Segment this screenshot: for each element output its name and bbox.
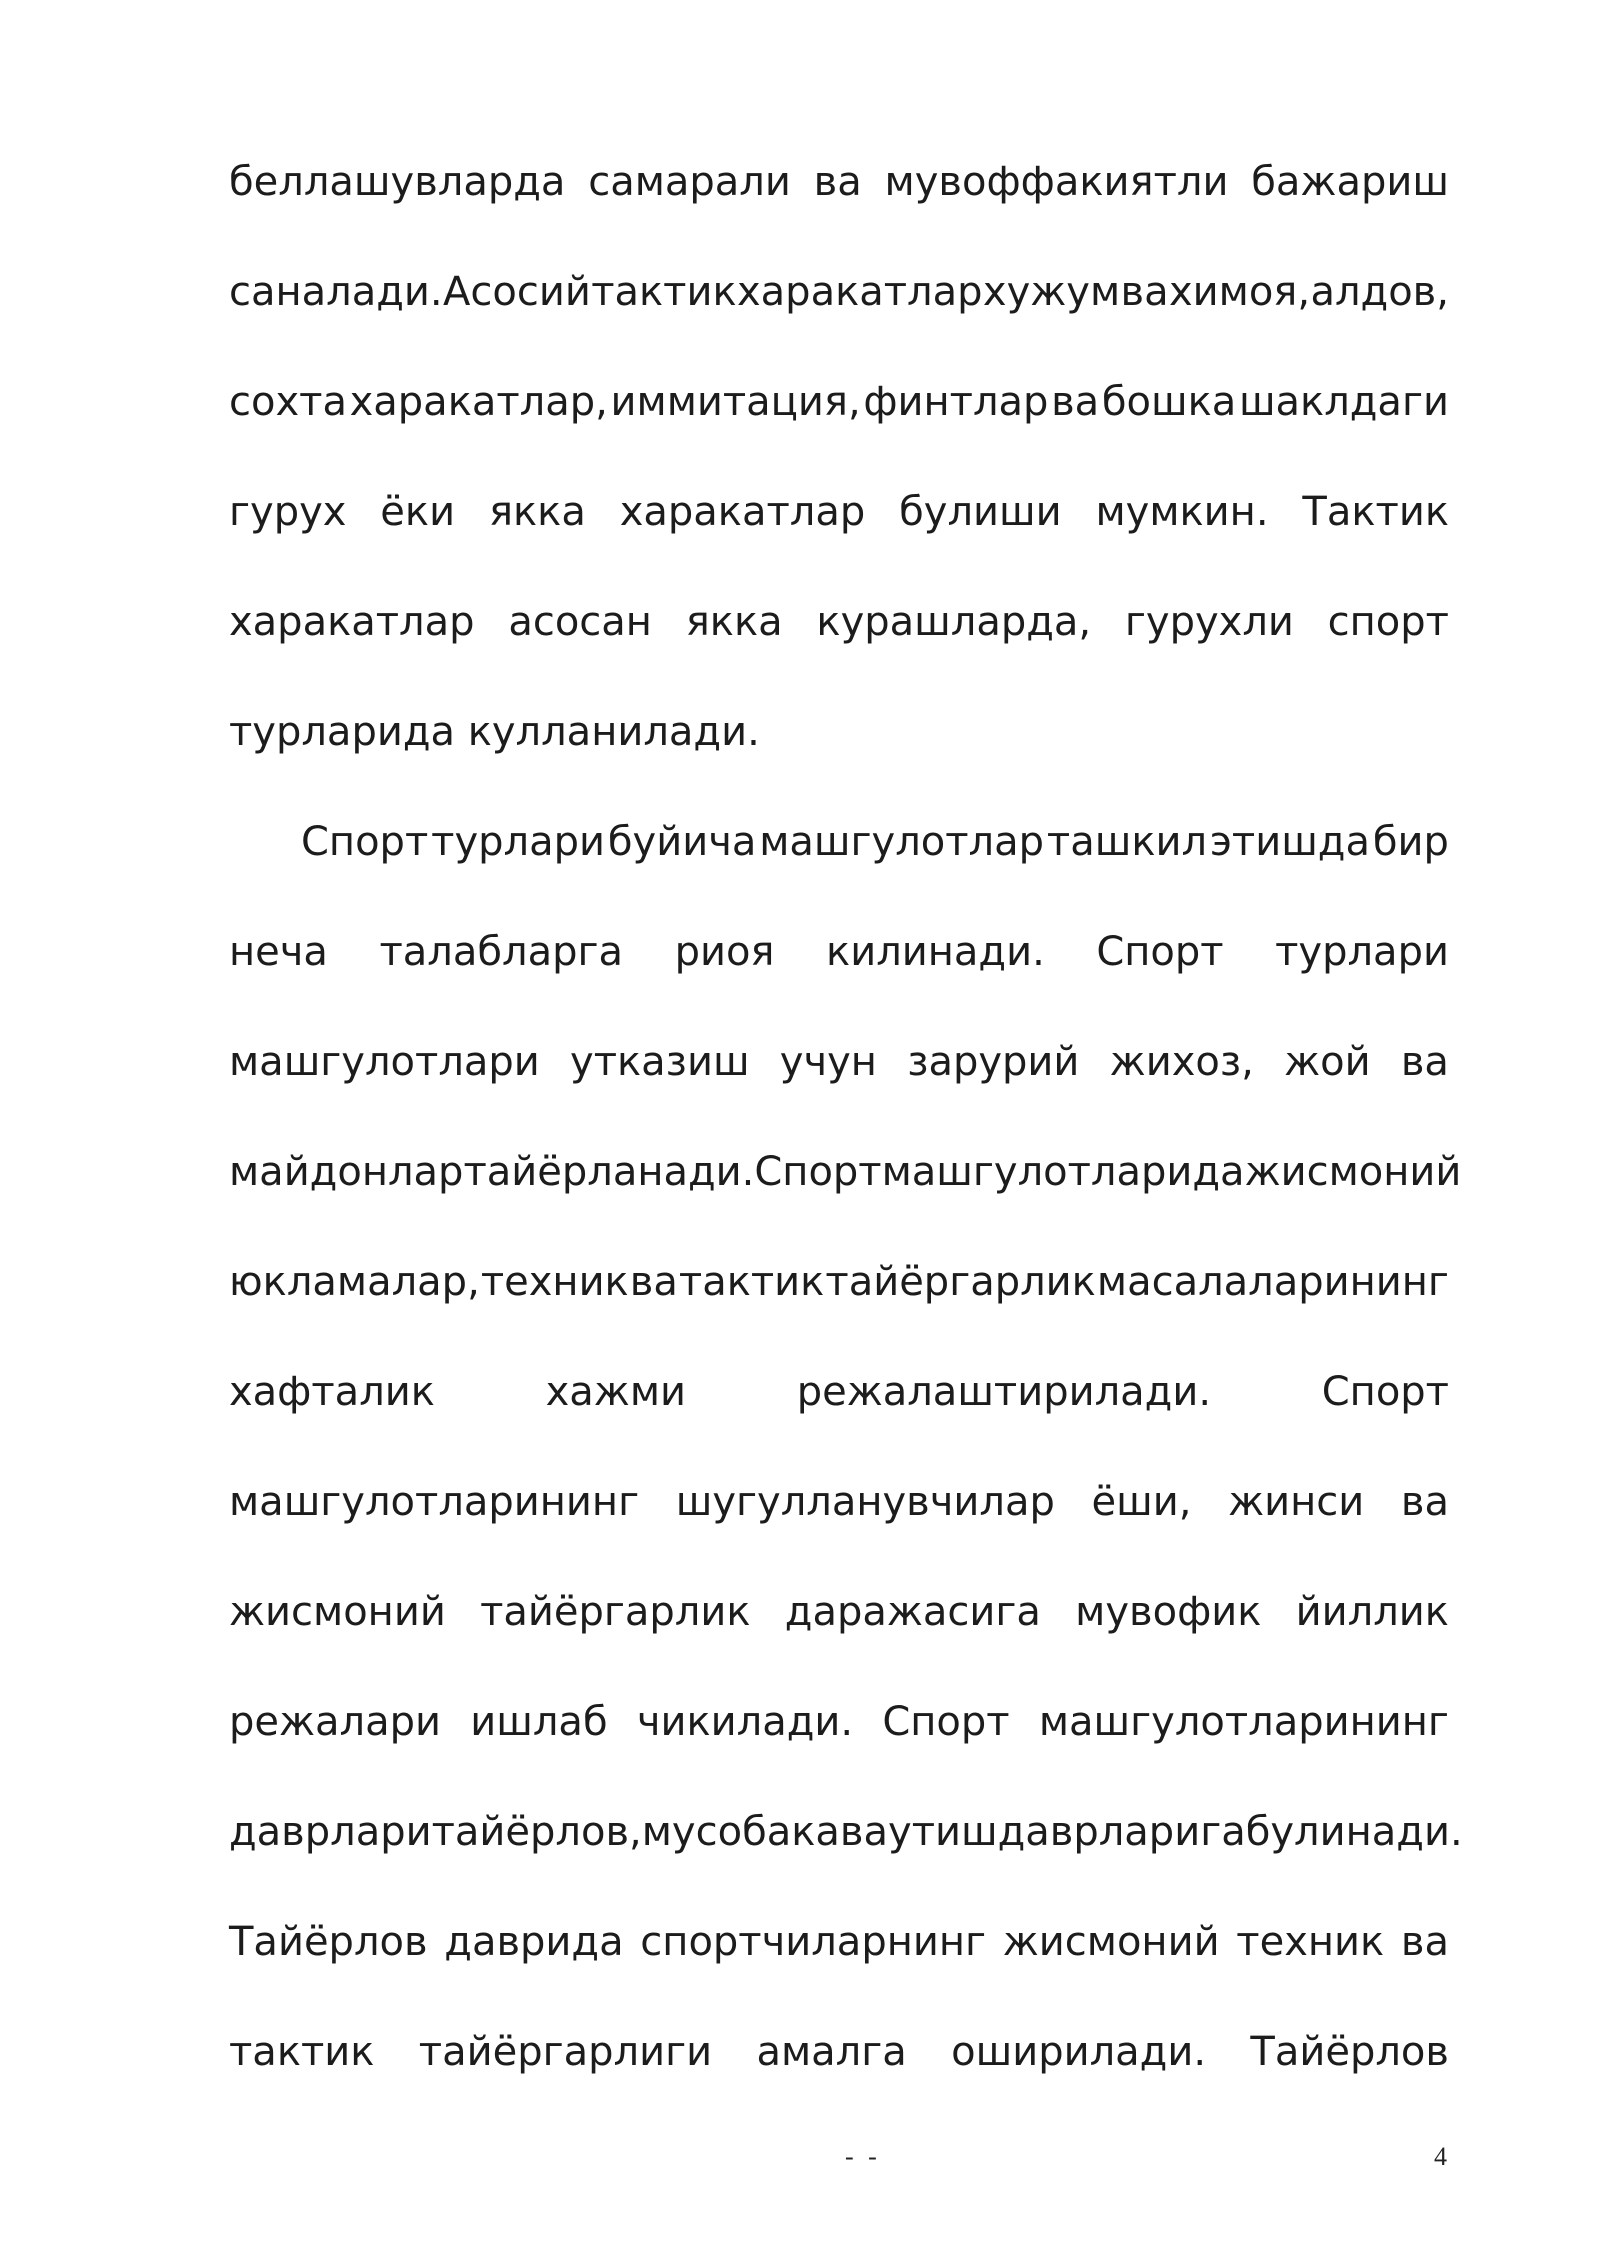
word: хужум [982, 269, 1121, 315]
word: амалга [756, 2029, 907, 2075]
word: бажариш [1251, 159, 1449, 205]
word: техник [480, 1259, 629, 1305]
word: тайёргарлик [825, 1259, 1096, 1305]
word: чикилади. [636, 1699, 854, 1745]
word: асосан [508, 599, 652, 645]
word: мувоффакиятли [884, 159, 1229, 205]
word: ёки [380, 489, 456, 535]
word: жихоз, [1109, 1039, 1254, 1085]
word: ва [1051, 379, 1100, 425]
word: хажми [545, 1369, 686, 1415]
word: ва [813, 159, 862, 205]
word: машгулотлари [229, 1039, 540, 1085]
text-line [229, 912, 1449, 1022]
word: ва [629, 1259, 678, 1305]
word: утиш [888, 1809, 998, 1855]
word: тактик [678, 1259, 825, 1305]
word: режалари [229, 1699, 442, 1745]
word: масалаларининг [1096, 1259, 1449, 1305]
word: риоя [674, 929, 775, 975]
text-line [229, 1462, 1449, 1572]
word: гурухли [1124, 599, 1294, 645]
word: машгулотлар [759, 819, 1045, 865]
text-line [229, 802, 1449, 912]
text-line [229, 362, 1449, 472]
word: машгулотларида [881, 1149, 1245, 1195]
word: машгулотларининг [1038, 1699, 1449, 1745]
word: Тактик [1302, 489, 1449, 535]
word: мусобака [641, 1809, 840, 1855]
word: турлари [1275, 929, 1449, 975]
word: даврларига [997, 1809, 1246, 1855]
word: хафталик [229, 1369, 435, 1415]
word: беллашувларда [229, 159, 566, 205]
text-line [229, 1682, 1449, 1792]
word: Асосий [443, 269, 591, 315]
word: Тайёрлов [229, 1919, 428, 1965]
word: спорт [1327, 599, 1449, 645]
word: Спорт [754, 1149, 882, 1195]
text-line [229, 1242, 1449, 1352]
word: сохта [229, 379, 347, 425]
word: неча [229, 929, 328, 975]
word: юкламалар, [229, 1259, 480, 1305]
text-line [229, 1352, 1449, 1462]
word: даражасига [784, 1589, 1041, 1635]
word: Тайёрлов [1250, 2029, 1449, 2075]
word: финтлар [863, 379, 1049, 425]
word: курашларда, [816, 599, 1092, 645]
word: режалаштирилади. [796, 1369, 1212, 1415]
word: тайёрлов, [431, 1809, 642, 1855]
word: тактик [591, 269, 737, 315]
text-line [229, 2012, 1449, 2122]
word: мумкин. [1095, 489, 1269, 535]
word: тайёргарлиги [418, 2029, 713, 2075]
word: турлари [431, 819, 605, 865]
text-line [229, 1792, 1463, 1902]
word: Спорт [1321, 1369, 1449, 1415]
word: булиши [899, 489, 1062, 535]
word: килинади. [826, 929, 1045, 975]
word: Спорт [882, 1699, 1010, 1745]
word: булинади. [1245, 1809, 1463, 1855]
text-line [229, 1022, 1449, 1132]
word: ва [1120, 269, 1169, 315]
word: оширилади. [951, 2029, 1207, 2075]
word: утказиш [570, 1039, 750, 1085]
word: тактик [229, 2029, 375, 2075]
word: техник [1236, 1919, 1385, 1965]
text-line [229, 1132, 1462, 1242]
word: тайёрланади. [463, 1149, 755, 1195]
word: машгулотларининг [229, 1479, 640, 1525]
word: ва [1400, 1479, 1449, 1525]
word: жисмоний [1244, 1149, 1462, 1195]
word: мувофик [1075, 1589, 1262, 1635]
word: спортчиларнинг [640, 1919, 987, 1965]
word: иммитация, [610, 379, 861, 425]
footer-center-mark: - - [845, 2142, 881, 2171]
word: бошка [1101, 379, 1237, 425]
word: тайёргарлик [480, 1589, 751, 1635]
body-text [229, 142, 1463, 2122]
word: бир [1372, 819, 1449, 865]
text-line [229, 1572, 1449, 1682]
text-line [229, 252, 1449, 362]
word: шаклдаги [1238, 379, 1449, 425]
word: ишлаб [470, 1699, 608, 1745]
text-line [229, 142, 1449, 252]
word: ва [839, 1809, 889, 1855]
word: жинси [1228, 1479, 1365, 1525]
word: жой [1284, 1039, 1371, 1085]
word: якка [685, 599, 783, 645]
word: ва [1400, 1039, 1449, 1085]
word: талабларга [379, 929, 624, 975]
word: этишда [1209, 819, 1370, 865]
word: якка [488, 489, 586, 535]
word: химоя, [1168, 269, 1311, 315]
text-line: турларида кулланилади. [229, 709, 760, 755]
text-line [229, 472, 1449, 582]
word: жисмоний [1002, 1919, 1220, 1965]
word: зарурий [907, 1039, 1080, 1085]
word: ва [1400, 1919, 1449, 1965]
word: даврида [444, 1919, 624, 1965]
word: шугулланувчилар [675, 1479, 1055, 1525]
word: даврлари [229, 1809, 432, 1855]
word: ёши, [1091, 1479, 1192, 1525]
word: Спорт [1096, 929, 1224, 975]
word: майдонлар [229, 1149, 464, 1195]
word: саналади. [229, 269, 443, 315]
word: йиллик [1295, 1589, 1449, 1635]
word: гурух [229, 489, 347, 535]
word: харакатлар [737, 269, 983, 315]
word: жисмоний [229, 1589, 446, 1635]
word: учун [779, 1039, 877, 1085]
word: буйича [607, 819, 757, 865]
page-number: 4 [1434, 2142, 1447, 2171]
word: харакатлар [229, 599, 475, 645]
text-line [229, 582, 1449, 692]
word: ташкил [1046, 819, 1208, 865]
word: алдов, [1310, 269, 1449, 315]
word: харакатлар [619, 489, 866, 535]
word: самарали [588, 159, 791, 205]
text-line [229, 1902, 1449, 2012]
word: Спорт [301, 819, 429, 865]
word: харакатлар, [349, 379, 608, 425]
